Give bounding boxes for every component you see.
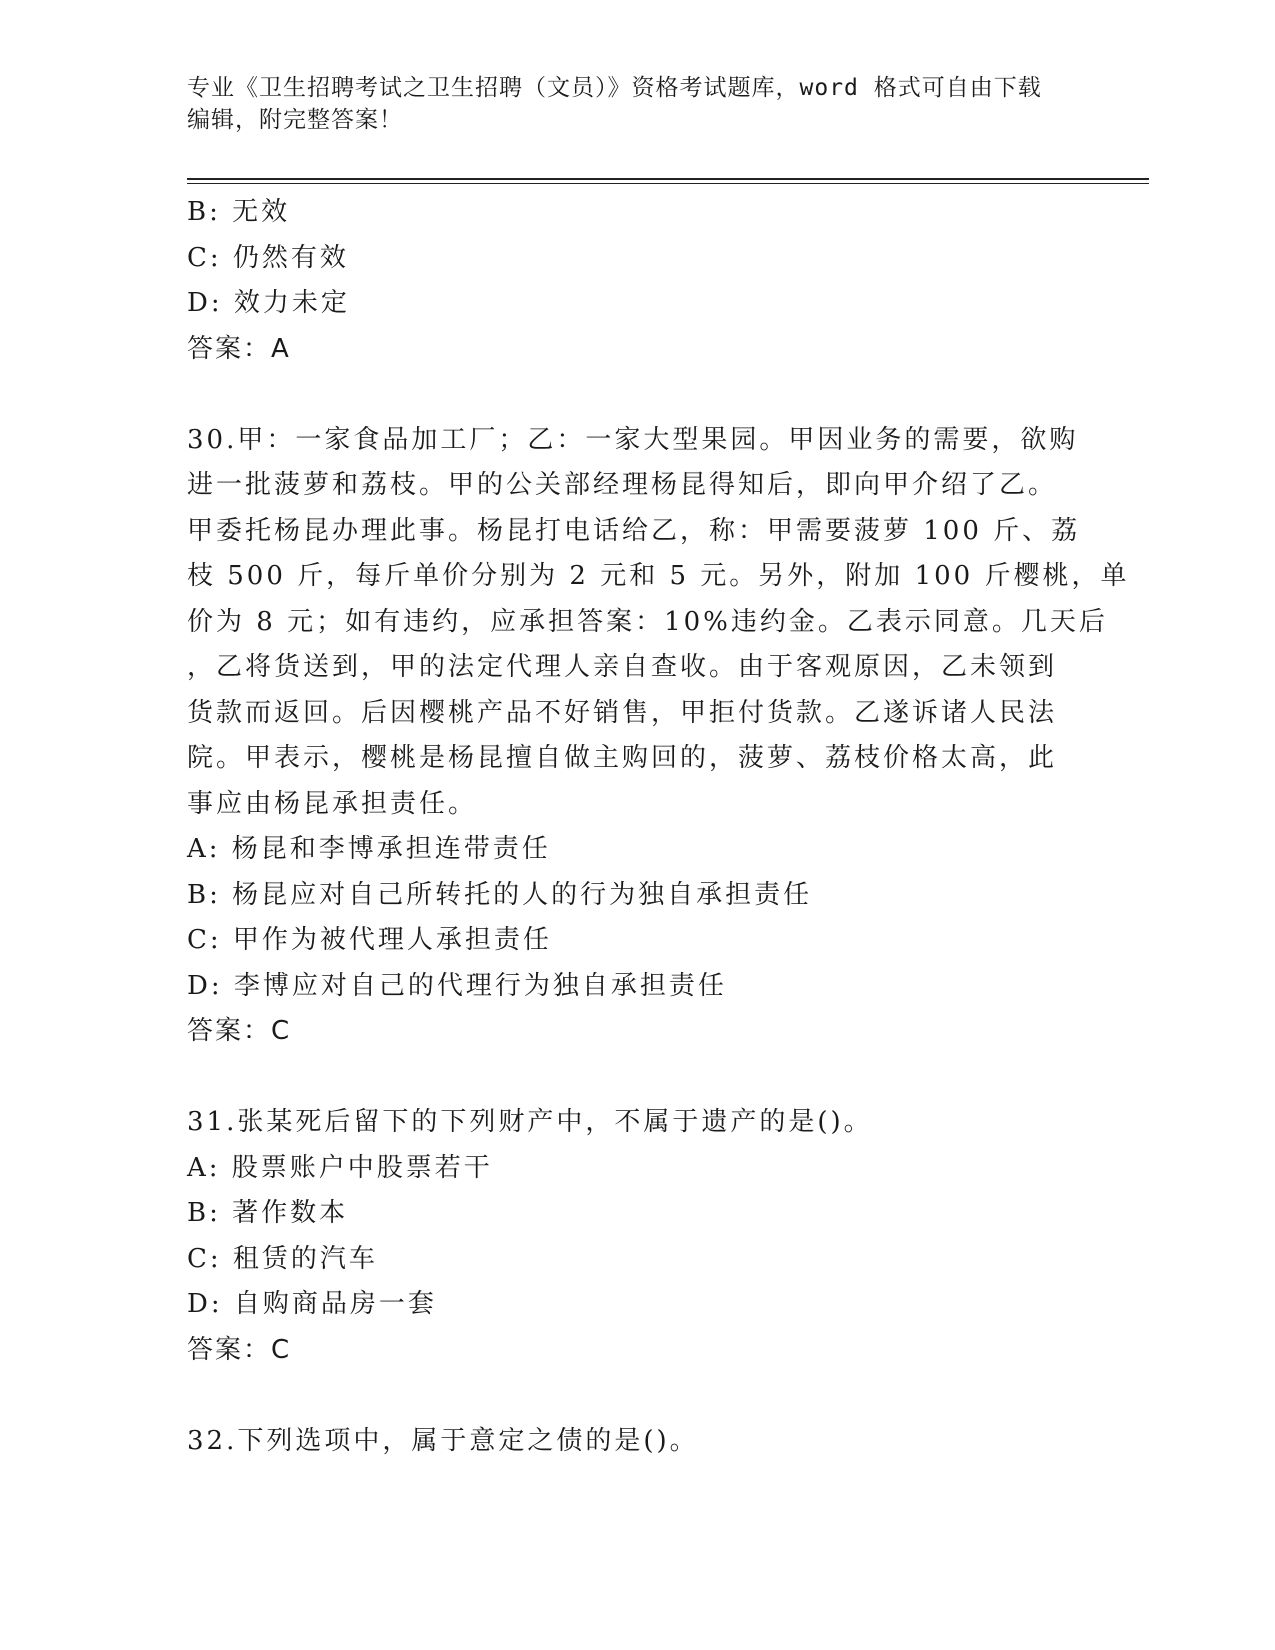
question-text-line: 30.甲：一家食品加工厂；乙：一家大型果园。甲因业务的需要，欲购: [187, 424, 1079, 455]
question-text-line: 事应由杨昆承担责任。: [187, 788, 478, 819]
question-text-line: 货款而返回。后因樱桃产品不好销售，甲拒付货款。乙遂诉诸人民法: [187, 697, 1058, 728]
option-d: D: 效力未定: [187, 288, 350, 318]
header-divider-thick: [187, 178, 1149, 180]
option-c: C: 租赁的汽车: [187, 1243, 378, 1274]
option-a: A: 股票账户中股票若干: [187, 1152, 493, 1183]
option-c: C: 甲作为被代理人承担责任: [187, 925, 552, 955]
option-b: B: 无效: [187, 197, 291, 227]
answer-line: 答案：A: [187, 333, 291, 364]
question-text-line: 价为 8 元；如有违约，应承担答案：10%违约金。乙表示同意。几天后: [187, 606, 1108, 637]
question-31: [187, 1100, 1087, 1373]
question-text-line: 院。甲表示，樱桃是杨昆擅自做主购回的，菠萝、荔枝价格太高，此: [187, 743, 1058, 773]
spacer: [187, 1373, 1087, 1419]
header-line-2: 编辑，附完整答案！: [187, 107, 403, 133]
prev-question-block: [187, 190, 1087, 372]
question-30: [187, 418, 1130, 1055]
option-d: D: 自购商品房一套: [187, 1289, 437, 1319]
option-c: C: 仍然有效: [187, 242, 349, 273]
question-32: [187, 1419, 1087, 1465]
question-text-line: 31.张某死后留下的下列财产中，不属于遗产的是()。: [187, 1107, 873, 1137]
question-text-line: 甲委托杨昆办理此事。杨昆打电话给乙，称：甲需要菠萝 100 斤、荔: [187, 515, 1081, 546]
answer-line: 答案：C: [187, 1334, 292, 1365]
question-content: [187, 190, 1130, 1464]
question-text-line: 32.下列选项中，属于意定之债的是()。: [187, 1425, 699, 1456]
question-text-line: 枝 500 斤，每斤单价分别为 2 元和 5 元。另外，附加 100 斤樱桃，单: [187, 561, 1130, 591]
spacer: [187, 372, 1087, 418]
spacer: [187, 1055, 1087, 1101]
header-divider-thin: [187, 183, 1149, 184]
question-text-line: ，乙将货送到，甲的法定代理人亲自查收。由于客观原因，乙未领到: [187, 652, 1058, 682]
question-text-line: 进一批菠萝和荔枝。甲的公关部经理杨昆得知后，即向甲介绍了乙。: [187, 470, 1058, 500]
option-b: B: 杨昆应对自己所转托的人的行为独自承担责任: [187, 879, 813, 910]
answer-line: 答案：C: [187, 1016, 292, 1046]
option-b: B: 著作数本: [187, 1198, 349, 1228]
option-d: D: 李博应对自己的代理行为独自承担责任: [187, 970, 727, 1001]
header-line-1: 专业《卫生招聘考试之卫生招聘（文员）》资格考试题库，word 格式可自由下载: [187, 75, 1042, 101]
document-header: [187, 72, 1087, 136]
option-a: A: 杨昆和李博承担连带责任: [187, 834, 551, 864]
